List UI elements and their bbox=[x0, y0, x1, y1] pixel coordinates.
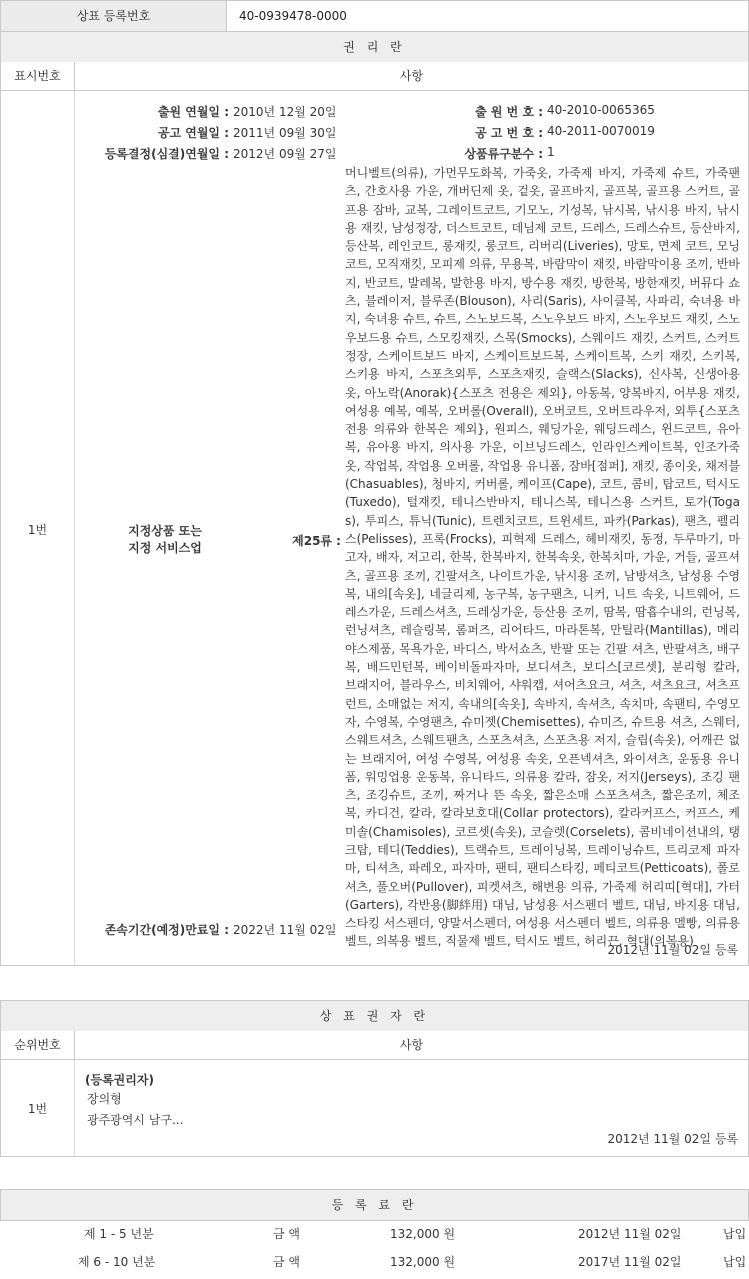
fees-table bbox=[0, 1220, 749, 1279]
pub-no-value: 40-2011-0070019 bbox=[547, 124, 655, 138]
fees-section-title: 등 록 료 란 bbox=[0, 1189, 749, 1221]
class-count-value: 1 bbox=[547, 145, 555, 159]
designated-goods-label bbox=[75, 523, 255, 557]
owner-name: 장의형 bbox=[87, 1092, 122, 1106]
app-no-value: 40-2010-0065365 bbox=[547, 103, 655, 117]
fee-row bbox=[0, 1248, 747, 1276]
rights-column-header bbox=[0, 62, 749, 91]
owners-index: 1번 bbox=[27, 1102, 48, 1116]
pub-date-value: 2011년 09월 30일 bbox=[233, 126, 337, 140]
fee-status: 납입 bbox=[723, 1255, 747, 1269]
rights-index: 1번 bbox=[27, 523, 48, 537]
fee-period: 제 6 - 10 년분 bbox=[78, 1255, 156, 1269]
fee-status: 납입 bbox=[723, 1227, 747, 1241]
fee-date: 2017년 11월 02일 bbox=[578, 1255, 682, 1269]
fee-amount-label: 금 액 bbox=[273, 1227, 300, 1241]
rights-registered-date: 2012년 11월 02일 등록 bbox=[607, 943, 738, 957]
rights-body bbox=[0, 91, 749, 966]
rights-section-title: 권 리 란 bbox=[0, 31, 749, 63]
fee-period: 제 1 - 5 년분 bbox=[84, 1227, 154, 1241]
fee-row bbox=[0, 1220, 747, 1248]
fee-date: 2012년 11월 02일 bbox=[578, 1227, 682, 1241]
owners-body bbox=[0, 1060, 749, 1157]
owners-index-header: 순위번호 bbox=[1, 1031, 75, 1059]
app-date-value: 2010년 12월 20일 bbox=[233, 105, 337, 119]
reg-date-value: 2012년 09월 27일 bbox=[233, 147, 337, 161]
owners-registered-date: 2012년 11월 02일 등록 bbox=[607, 1132, 738, 1146]
class-count-label: 상품류구분수 : bbox=[464, 147, 543, 161]
pub-no-label: 공 고 번 호 : bbox=[475, 126, 543, 140]
owners-item-header: 사항 bbox=[399, 1038, 424, 1052]
owners-section-title: 상 표 권 자 란 bbox=[0, 1000, 749, 1032]
owner-role: (등록권리자) bbox=[85, 1073, 154, 1087]
fee-amount-label: 금 액 bbox=[273, 1255, 300, 1269]
designated-goods-list: 머니벨트(의류), 가먼무도화복, 가죽옷, 가죽제 바지, 가죽제 슈트, 가죽팬츠, 간호사용 가운, 개버딘제 옷, 겉옷, 골프바지, 골프복, 골프용 스커트, 골프용 잠바, 교복, 그레이트코트, 기모노, 기성복, 낚시복, 낚시용 바지, 낚시용 재킷, 남성정장, 더스트코트, 데님제 코트, 드레스, 드레스슈트, 등산바지, 등산복, 레인코트, 롱재킷, 롱코트, 리버리(Liveries), 망토, 면제 코트, 모닝코트, 모직재킷, 모피제 의류, 무용복, 바람막이 재킷, 바람막이용 조끼, 반바지, 반코트, 발레복, 발한용 바지, 방수용 재킷, 방한복, 방한재킷, 버뮤다 쇼츠, 블레이저, 블루존(Blouson), 사리(Saris), 사이클복, 사파리, 숙녀용 바지, 숙녀용 슈트, 슈트, 스노보드복, 스노우보드 바지, 스노우보드 재킷, 스노우보드용 슈트, 스모킹재킷, 스목(Smocks), 스웨이드 재킷, 스커트, 스커트정장, 스케이트보드 바지, 스케이트보드복, 스케이트복, 스키 재킷, 스키복, 스키용 바지, 스포츠외투, 스포츠재킷, 슬랙스(Slacks), 신사복, 신생아용 옷, 아노락(Anorak){스포츠 전용은 제외}, 아동복, 양복바지, 어부용 재킷, 여성용 예복, 예복, 오버롤(Overall), 오버코트, 오버트라우저, 외투{스포츠 전용 의류와 한복은 제외}, 원피스, 웨딩가운, 웨딩드레스, 윈드코트, 유아복, 유아용 바지, 의사용 가운, 이브닝드레스, 인라인스케이트복, 인조가죽옷, 작업복, 작업용 오버롤, 작업용 유니폼, 잠바[점퍼], 재킷, 종이옷, 채저블(Chasuables), 청바지, 커버롤, 케이프(Cape), 코트, 콤비, 탑코트, 턱시도(Tuxedo), 털재킷, 테니스반바지, 테니스복, 테니스용 스커트, 토가(Togas), 투피스, 튜닉(Tunic), 트렌치코트, 트윈세트, 파카(Parkas), 팬츠, 펠리스(Pelisses), 프록(Frocks), 피혁제 드레스, 헤비재킷, 동정, 두루마기, 마고자, 배자, 저고리, 한복, 한복바지, 한복속옷, 한복치마, 가운, 거들, 골프셔츠, 골프용 조끼, 긴팔셔츠, 나이트가운, 낚시용 조끼, 남방셔츠, 남성용 수영복, 내의[속옷], 네글리제, 농구복, 농구팬츠, 니커, 니트 속옷, 니트웨어, 드레스가운, 드레스셔츠, 드레싱가운, 등산용 조끼, 땀복, 땀흡수내의, 런닝복, 런닝셔츠, 레슬링복, 롬퍼즈, 리어타드, 마라톤복, 만틸라(Mantillas), 메리야스제품, 목욕가운, 바디스, 박서쇼츠, 반팔 또는 긴팔 셔츠, 반팔셔츠, 배구복, 배드민턴복, 베이비돌파자마, 보디셔츠, 보디스[코르셋], 분리형 칼라, 브래지어, 블라우스, 비치웨어, 샤워캡, 셔어츠요크, 셔츠, 셔츠요크, 셔츠프런트, 소매없는 저지, 속내의[속옷], 속바지, 속셔츠, 속치마, 속팬티, 수영모자, 수영복, 수영팬츠, 슈미젯(Chemisettes), 슈미즈, 슈트용 셔츠, 스웨터, 스웨트셔츠, 스웨트팬츠, 스포츠셔츠, 스포츠용 저지, 슬립(속옷), 어깨끈 없는 브래지어, 여성 수영복, 여성용 속옷, 오픈넥셔츠, 와이셔츠, 운동용 유니폼, 워밍업용 운동복, 유니타드, 의류용 칼라, 잠옷, 저지(Jerseys), 조깅 팬츠, 조깅슈트, 조끼, 짜거나 뜬 속옷, 짧은소매 스포츠셔츠, 짧은조끼, 체조복, 카디건, 칼라, 칼라보호대(Collar protectors), 칼라커프스, 커프스, 케미솔(Chamisoles), 코르셋(속옷), 코슬렛(Corselets), 콤비네이션내의, 탱크탑, 테디(Teddies), 트랙슈트, 트레이닝복, 트레이닝슈트, 트리코제 파자마, 티셔츠, 파레오, 파자마, 팬티, 팬티스타킹, 페티코트(Petticoats), 폴로셔츠, 풀오버(Pullover), 피켓셔츠, 해변용 의류, 가죽제 허리띠[혁대], 가터(Garters), 각반용(脚絆用) 대님, 남성용 서스펜더 벨트, 대님, 바지용 대님, 스타킹 서스펜더, 양말서스펜더, 여성용 서스펜더 벨트, 의류용 멜빵, 의류용 벨트, 의복용 벨트, 직물제 벨트, 턱시도 벨트, 허리끈, 혁대(의복용) bbox=[345, 166, 740, 949]
pub-date-label: 공고 연월일 : bbox=[157, 126, 229, 140]
expiry-label: 존속기간(예정)만료일 : bbox=[104, 923, 229, 937]
rights-index-header: 표시번호 bbox=[1, 62, 75, 90]
goods-label-line1: 지정상품 또는 bbox=[128, 524, 202, 538]
class-label: 제25류 : bbox=[292, 534, 341, 548]
goods-label-line2: 지정 서비스업 bbox=[128, 541, 202, 555]
app-date-label: 출원 연월일 : bbox=[157, 105, 229, 119]
registration-number-value: 40-0939478-0000 bbox=[239, 9, 347, 23]
expiry-value: 2022년 11월 02일 bbox=[233, 923, 337, 937]
registration-number-label: 상표 등록번호 bbox=[1, 1, 227, 31]
reg-date-label: 등록결정(심결)연월일 : bbox=[104, 147, 229, 161]
registration-number-bar bbox=[0, 0, 749, 32]
app-no-label: 출 원 번 호 : bbox=[475, 105, 543, 119]
owner-address: 광주광역시 남구... bbox=[87, 1113, 184, 1127]
rights-item-header: 사항 bbox=[399, 69, 424, 83]
owners-column-header bbox=[0, 1031, 749, 1060]
fee-amount: 132,000 원 bbox=[390, 1227, 456, 1241]
fee-amount: 132,000 원 bbox=[390, 1255, 456, 1269]
